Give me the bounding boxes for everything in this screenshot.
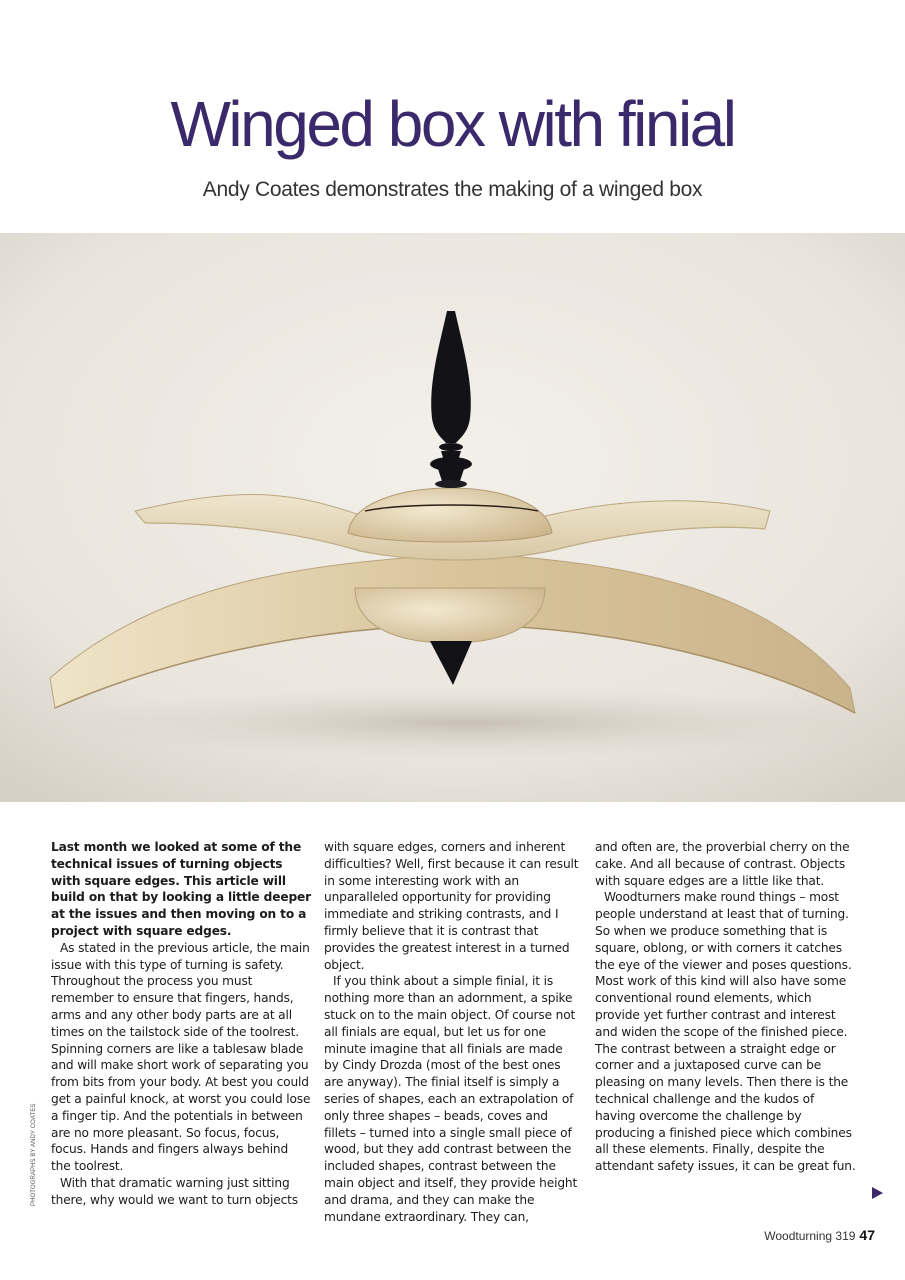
winged-box-photo	[0, 233, 905, 802]
photo-credit: PHOTOGRAPHS BY ANDY COATES	[31, 1103, 37, 1206]
article-column-2	[324, 839, 580, 1225]
paragraph: and often are, the proverbial cherry on the cake. And all because of contrast. Objects with square edges are a little like that.	[595, 840, 850, 888]
paragraph: With that dramatic warning just sitting there, why would we want to turn objects	[51, 1175, 298, 1207]
page-footer	[764, 1227, 875, 1243]
article-column-3	[595, 839, 857, 1175]
paragraph: Woodturners make round things – most people understand at least that of turning. So when we produce something that is square, oblong, or with corners it catches the eye of the viewer and poses questions. Most work of this kind will also have some conventional round elements, which provide yet further contrast and interest and widen the scope of the finished piece. The contrast between a straight edge or corner and a juxtaposed curve can be pleasing on many levels. Then there is the technical challenge and the kudos of having overcome the challenge by producing a finished piece which combines all these elements. Finally, despite the attendant safety issues, it can be great fun.	[595, 890, 856, 1174]
paragraph: with square edges, corners and inherent difficulties? Well, first because it can result in some interesting work with an unparalleled opportunity for providing immediate and striking contrasts, and I firmly believe that it is contrast that provides the greatest interest in a turned object.	[324, 840, 579, 972]
page-number: 47	[859, 1227, 875, 1243]
publication-name: Woodturning 319	[764, 1229, 856, 1243]
continue-arrow-icon	[872, 1187, 883, 1199]
paragraph: If you think about a simple finial, it is nothing more than an adornment, a spike stuck on to the main object. Of course not all finials are equal, but let us for one minute imagine that all finials are made by Cindy Drozda (most of the best ones are anyway). The finial itself is simply a series of shapes, each an extrapolation of only three shapes – beads, coves and fillets – turned into a single small piece of wood, but they add contrast between the included shapes, contrast between the main object and itself, they provide height and drama, and they can make the mundane extraordinary. They can,	[324, 974, 578, 1224]
article-column-1	[51, 839, 311, 1209]
paragraph: As stated in the previous article, the main issue with this type of turning is safety. Throughout the process you must remember to ensure that fingers, hands, arms and any other body parts are at all times on the tailstock side of the toolrest. Spinning corners are like a tablesaw blade and will make short work of separating you from bits from your body. At best you could get a painful knock, at worst you could lose a finger tip. And the potentials in between are no more pleasant. So focus, focus, focus. Hands and fingers always behind the toolrest.	[51, 940, 311, 1174]
article-lead: Last month we looked at some of the technical issues of turning objects with square edges. This article will build on that by looking a little deeper at the issues and then moving on to a project with square edges.	[51, 840, 311, 938]
article-subtitle: Andy Coates demonstrates the making of a winged box	[202, 178, 703, 201]
article-title: Winged box with finial	[170, 88, 735, 160]
